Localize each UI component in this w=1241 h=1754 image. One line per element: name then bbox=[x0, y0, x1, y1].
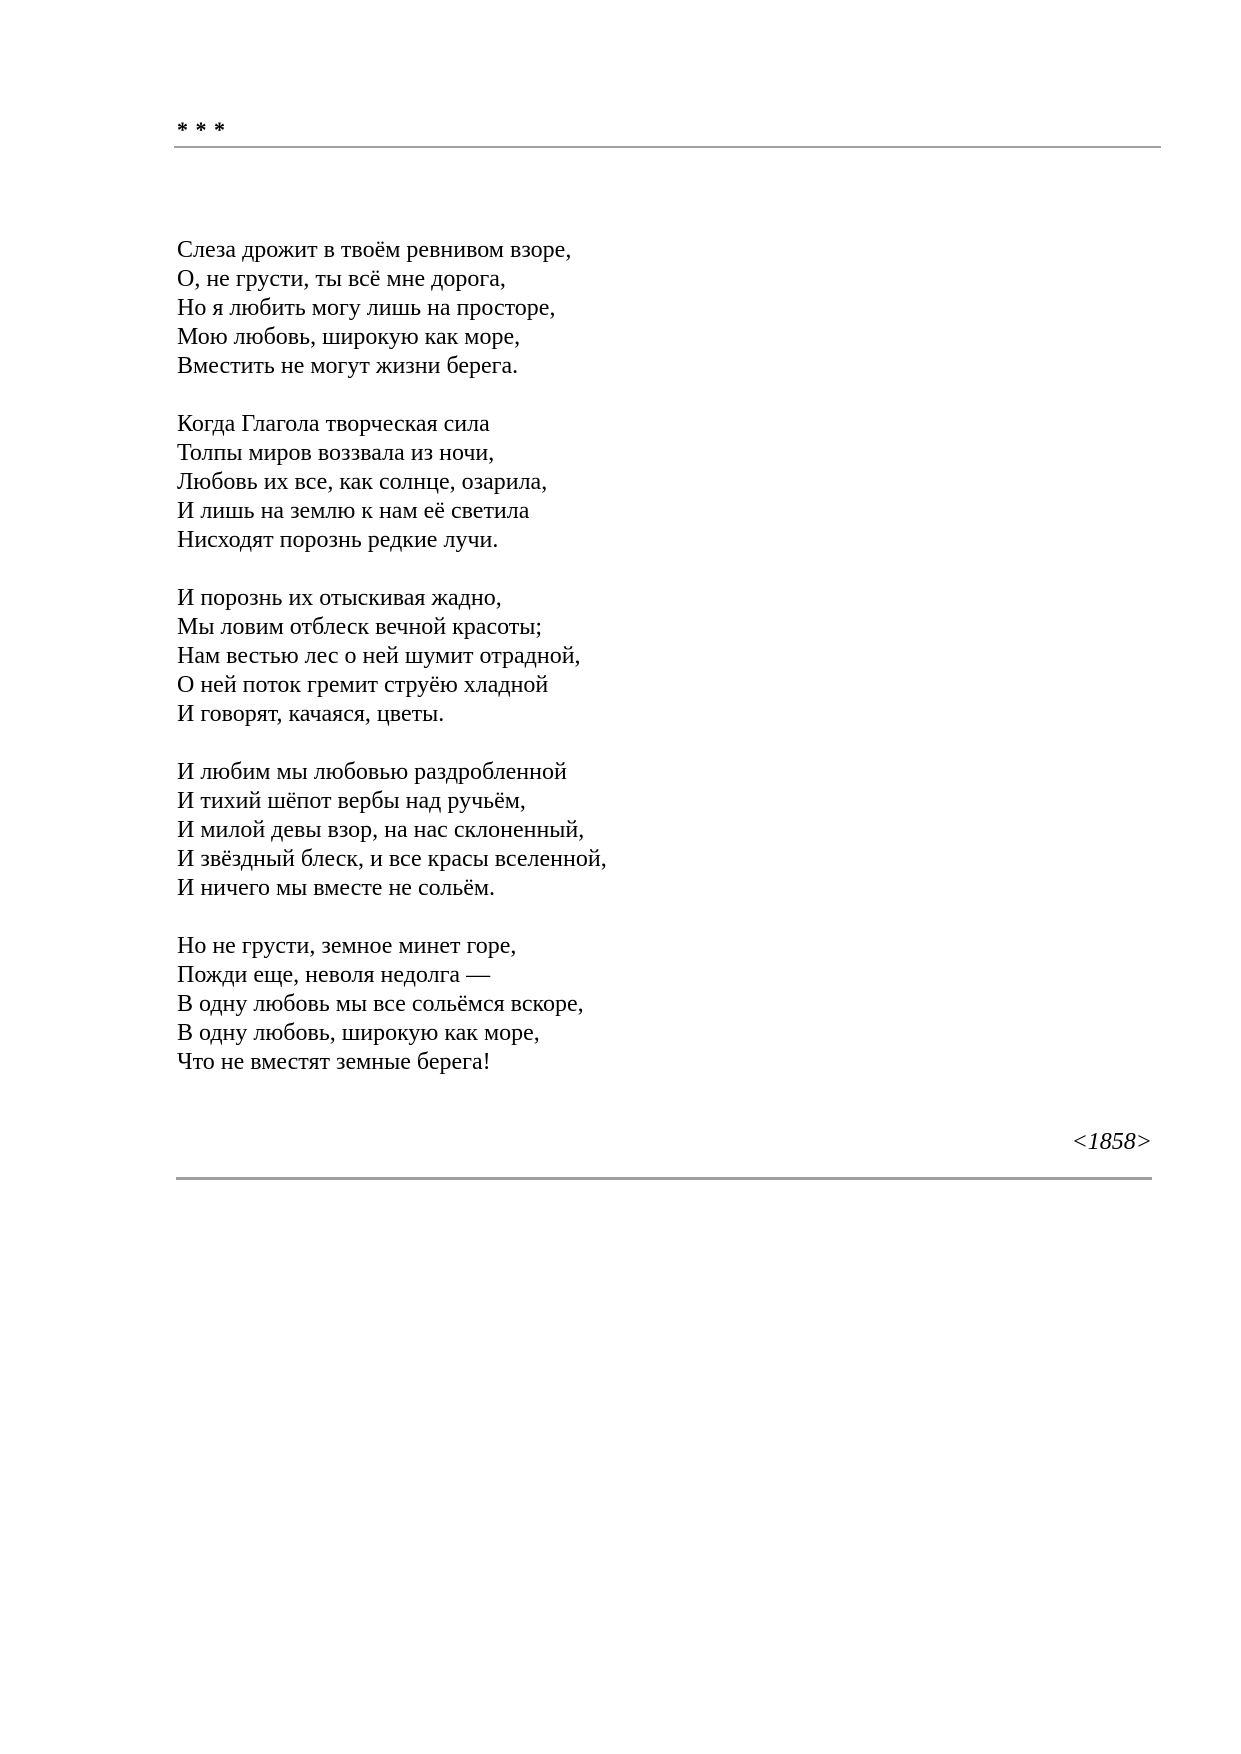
poem-line: И звёздный блеск, и все красы вселенной, bbox=[177, 846, 607, 872]
stanza-5 bbox=[177, 932, 1077, 1077]
poem-line: И тихий шёпот вербы над ручьём, bbox=[177, 788, 526, 814]
poem-body bbox=[177, 236, 1077, 1106]
poem-line: Когда Глагола творческая сила bbox=[177, 411, 490, 437]
poem-date: <1858> bbox=[1071, 1129, 1152, 1155]
poem-line: И лишь на землю к нам её светила bbox=[177, 498, 530, 524]
poem-line: Любовь их все, как солнце, озарила, bbox=[177, 469, 548, 495]
poem-line: О ней поток гремит струёю хладной bbox=[177, 672, 549, 698]
poem-line: Но не грусти, земное минет горе, bbox=[177, 933, 517, 959]
stanza-4 bbox=[177, 758, 1077, 903]
poem-line: В одну любовь мы все сольёмся вскоре, bbox=[177, 991, 584, 1017]
poem-line: Толпы миров воззвала из ночи, bbox=[177, 440, 495, 466]
stanza-1 bbox=[177, 236, 1077, 381]
poem-line: Мою любовь, широкую как море, bbox=[177, 324, 521, 350]
poem-line: И ничего мы вместе не сольём. bbox=[177, 875, 496, 901]
poem-line: Нам вестью лес о ней шумит отрадной, bbox=[177, 643, 581, 669]
poem-line: И любим мы любовью раздробленной bbox=[177, 759, 567, 785]
page-title: * * * bbox=[177, 117, 226, 142]
poem-line: В одну любовь, широкую как море, bbox=[177, 1020, 540, 1046]
bottom-divider bbox=[176, 1177, 1152, 1180]
poem-line: Пожди еще, неволя недолга — bbox=[177, 962, 491, 988]
poem-line: Что не вместят земные берега! bbox=[177, 1049, 491, 1075]
poem-line: Мы ловим отблеск вечной красоты; bbox=[177, 614, 543, 640]
poem-line: О, не грусти, ты всё мне дорога, bbox=[177, 266, 506, 292]
poem-line: Но я любить могу лишь на просторе, bbox=[177, 295, 556, 321]
stanza-2 bbox=[177, 410, 1077, 555]
poem-line: Нисходят порознь редкие лучи. bbox=[177, 527, 499, 553]
stanza-3 bbox=[177, 584, 1077, 729]
poem-line: Вместить не могут жизни берега. bbox=[177, 353, 519, 379]
poem-line: И милой девы взор, на нас склоненный, bbox=[177, 817, 585, 843]
poem-line: И порознь их отыскивая жадно, bbox=[177, 585, 502, 611]
top-divider bbox=[174, 146, 1161, 148]
poem-line: И говорят, качаяся, цветы. bbox=[177, 701, 445, 727]
poem-line: Слеза дрожит в твоём ревнивом взоре, bbox=[177, 237, 572, 263]
